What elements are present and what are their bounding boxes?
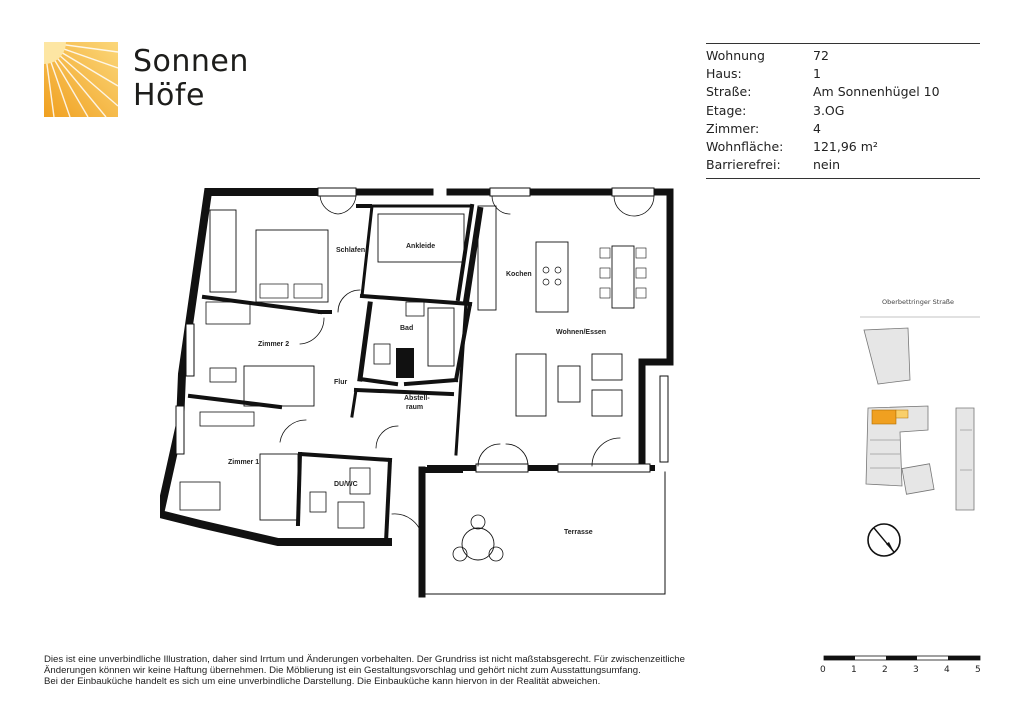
room-label-flur: Flur	[334, 379, 348, 386]
window	[476, 464, 528, 472]
info-value: 1	[813, 66, 821, 82]
interior-wall	[190, 396, 280, 407]
door-swing	[492, 196, 510, 214]
kitchen-island	[536, 242, 568, 312]
interior-wall	[356, 390, 452, 394]
disclaimer-line: Änderungen können wir keine Haftung übernehmen. Die Möblierung ist ein Gestaltungsvorschlag und gehört nicht zum Ausstattungsumfang.	[44, 665, 641, 677]
room-label-ankleide: Ankleide	[406, 243, 436, 250]
highlight-apartment	[872, 410, 896, 424]
pillow	[260, 284, 288, 298]
scale-tick: 1	[851, 665, 857, 675]
door-swing	[338, 290, 360, 312]
pillow	[294, 284, 322, 298]
terrace-chair	[471, 515, 485, 529]
street-label: Oberbettringer Straße	[882, 298, 955, 306]
apartment-info-table	[706, 43, 980, 179]
interior-wall	[300, 454, 390, 460]
interior-wall	[360, 304, 370, 379]
terrace-chair	[489, 547, 503, 561]
room-label-duwc: DU/WC	[334, 481, 358, 488]
room-label-bad: Bad	[400, 325, 414, 332]
brand-line-2: Höfe	[133, 78, 205, 113]
window	[318, 188, 356, 196]
shaft	[396, 348, 414, 378]
desk	[210, 368, 236, 382]
info-row	[706, 120, 980, 138]
interior-wall	[204, 297, 320, 312]
info-row	[706, 47, 980, 65]
chair	[636, 288, 646, 298]
info-label: Haus:	[706, 66, 742, 82]
chair	[600, 288, 610, 298]
bathtub	[428, 308, 454, 366]
coffee-table	[558, 366, 580, 402]
interior-wall	[386, 460, 390, 542]
toilet	[310, 492, 326, 512]
room-label-schlafen: Schlafen	[336, 247, 366, 254]
site-plan	[856, 290, 996, 570]
hob	[543, 267, 549, 273]
bed	[256, 230, 328, 302]
info-label: Etage:	[706, 102, 747, 118]
scale-tick: 4	[944, 665, 950, 675]
interior-wall	[352, 390, 356, 416]
window	[660, 376, 668, 462]
info-label: Zimmer:	[706, 120, 760, 136]
sun-logo-icon	[44, 42, 118, 117]
scale-tick: 3	[913, 665, 919, 675]
info-label: Barrierefrei:	[706, 157, 781, 173]
window	[490, 188, 530, 196]
interior-wall	[362, 296, 470, 304]
window	[186, 324, 194, 376]
chair	[600, 248, 610, 258]
room-label-kochen: Kochen	[506, 271, 532, 278]
room-label-raum: raum	[406, 404, 424, 411]
dining-table	[612, 246, 634, 308]
window	[558, 464, 650, 472]
door-swing	[614, 196, 654, 216]
scale-bar	[818, 652, 988, 682]
brand-name	[133, 45, 249, 113]
door-swing	[376, 426, 398, 448]
info-label: Wohnung	[706, 48, 765, 63]
info-row	[706, 83, 980, 101]
building-east	[956, 408, 974, 510]
building-square	[902, 464, 934, 494]
door-swing	[300, 318, 324, 344]
north-arrow-icon	[868, 524, 900, 556]
disclaimer-line: Dies ist eine unverbindliche Illustration, daher sind Irrtum und Änderungen vorbehalten. Der Grundriss ist nicht maßstabsgerecht. Für zwischenzeitliche	[44, 654, 685, 665]
interior-wall	[360, 379, 396, 384]
info-value: 4	[813, 120, 821, 136]
chair	[636, 248, 646, 258]
disclaimer-text	[44, 654, 764, 688]
disclaimer-line: Bei der Einbauküche handelt es sich um eine unverbindliche Darstellung. Die Einbauküche kann hiervon in der Realität abweichen.	[44, 676, 601, 688]
toilet	[374, 344, 390, 364]
highlight-apartment	[896, 410, 908, 418]
door-swing	[478, 444, 528, 466]
info-label: Straße:	[706, 84, 752, 100]
info-row	[706, 138, 980, 156]
info-row	[706, 156, 980, 174]
shower	[338, 502, 364, 528]
window	[612, 188, 654, 196]
bed	[260, 454, 298, 520]
chair	[600, 268, 610, 278]
building-north	[864, 328, 910, 384]
dressing-room	[378, 214, 464, 262]
info-label: Wohnfläche:	[706, 138, 784, 154]
info-row	[706, 102, 980, 120]
info-value: 72	[813, 48, 829, 63]
scale-tick: 0	[820, 665, 826, 675]
desk	[200, 412, 254, 426]
sofa	[516, 354, 546, 416]
floor-plan	[160, 184, 680, 604]
hob	[555, 279, 561, 285]
info-value: nein	[813, 157, 841, 173]
terrace-chair	[453, 547, 467, 561]
door-swing	[592, 438, 620, 466]
bed	[244, 366, 314, 406]
room-label-terrasse: Terrasse	[564, 529, 593, 536]
shelf	[180, 482, 220, 510]
scale-tick: 2	[882, 665, 888, 675]
interior-wall	[406, 380, 456, 384]
door-swing	[392, 514, 422, 536]
brand-line-1: Sonnen	[133, 44, 249, 79]
hob	[555, 267, 561, 273]
scale-tick: 5	[975, 665, 981, 675]
shelf	[206, 302, 250, 324]
info-value: 3.OG	[813, 102, 845, 118]
info-value: Am Sonnenhügel 10	[813, 84, 940, 100]
info-row	[706, 65, 980, 83]
door-swing	[280, 420, 306, 442]
room-label-zimmer1: Zimmer 1	[228, 459, 260, 466]
window	[176, 406, 184, 454]
hob	[543, 279, 549, 285]
armchair	[592, 354, 622, 380]
sink	[406, 302, 424, 316]
armchair	[592, 390, 622, 416]
room-label-wohnen: Wohnen/Essen	[556, 329, 607, 336]
wardrobe	[210, 210, 236, 292]
info-value: 121,96 m²	[813, 138, 878, 154]
room-label-abstell: Abstell-	[404, 395, 430, 402]
chair	[636, 268, 646, 278]
door-swing	[320, 196, 356, 214]
room-label-zimmer2: Zimmer 2	[258, 341, 290, 348]
